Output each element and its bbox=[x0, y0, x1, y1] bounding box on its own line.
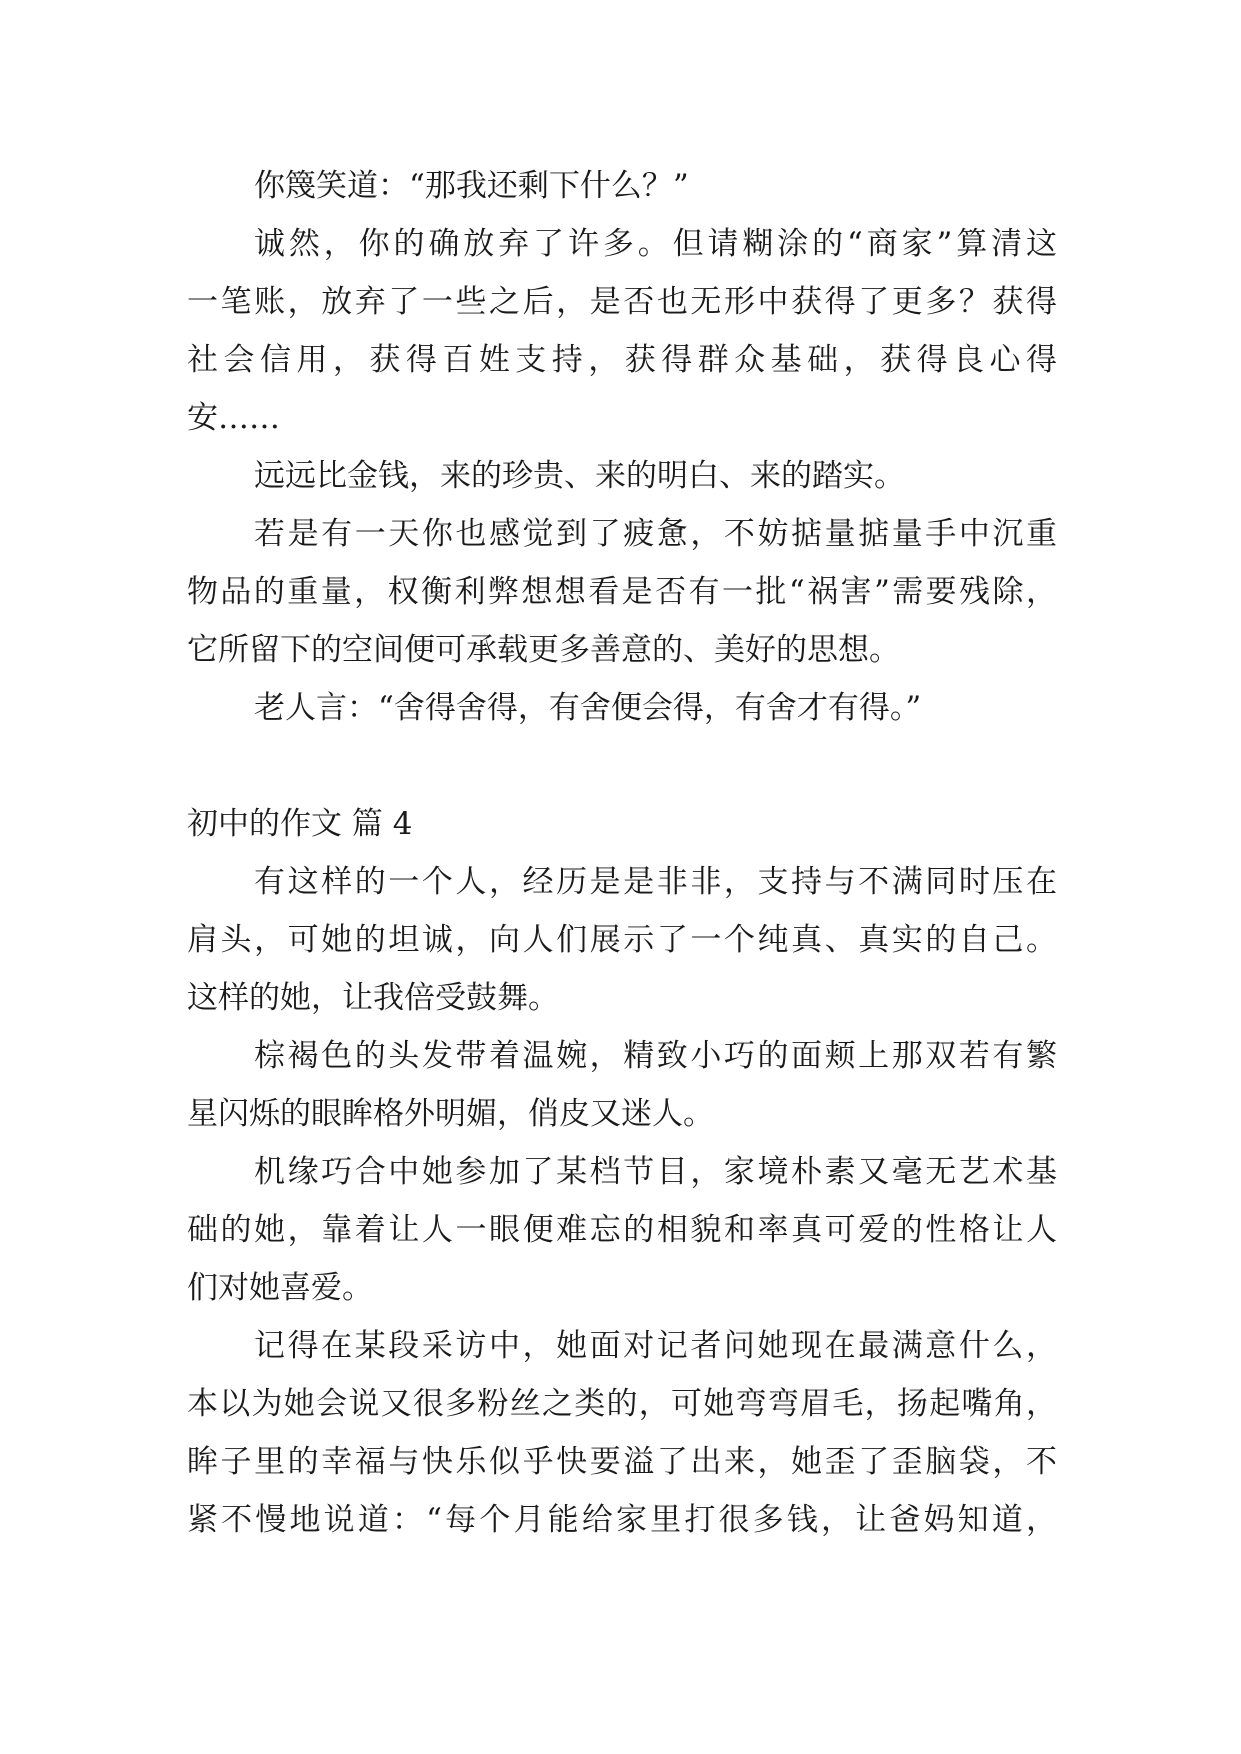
text-line: 你篾笑道：“那我还剩下什么？” bbox=[254, 168, 689, 204]
text-line: 本以为她会说又很多粉丝之类的，可她弯弯眉毛，扬起嘴角， bbox=[187, 1386, 1057, 1422]
text-line: 诚然，你的确放弃了许多。但请糊涂的“商家”算清这 bbox=[254, 226, 1057, 262]
text-line: 础的她，靠着让人一眼便难忘的相貌和率真可爱的性格让人 bbox=[187, 1212, 1057, 1248]
text-line: 机缘巧合中她参加了某档节目，家境朴素又毫无艺术基 bbox=[254, 1154, 1057, 1190]
text-line: 有这样的一个人，经历是是非非，支持与不满同时压在 bbox=[254, 864, 1057, 900]
text-line: 记得在某段采访中，她面对记者问她现在最满意什么， bbox=[254, 1328, 1057, 1364]
text-line: 肩头，可她的坦诚，向人们展示了一个纯真、真实的自己。 bbox=[187, 922, 1057, 958]
text-line: 星闪烁的眼眸格外明媚，俏皮又迷人。 bbox=[187, 1096, 714, 1132]
text-line: 这样的她，让我倍受鼓舞。 bbox=[187, 980, 559, 1016]
text-line: 若是有一天你也感觉到了疲惫，不妨掂量掂量手中沉重 bbox=[254, 516, 1057, 552]
text-line: 老人言：“舍得舍得，有舍便会得，有舍才有得。” bbox=[254, 690, 922, 726]
text-line: 眸子里的幸福与快乐似乎快要溢了出来，她歪了歪脑袋，不 bbox=[187, 1444, 1057, 1480]
text-line: 一笔账，放弃了一些之后，是否也无形中获得了更多？获得 bbox=[187, 284, 1057, 320]
text-line: 安…… bbox=[187, 400, 280, 436]
text-line: 社会信用，获得百姓支持，获得群众基础，获得良心得 bbox=[187, 342, 1057, 378]
section-heading: 初中的作文 篇 4 bbox=[187, 806, 413, 842]
text-line: 紧不慢地说道：“每个月能给家里打很多钱，让爸妈知道， bbox=[187, 1502, 1057, 1538]
text-line: 棕褐色的头发带着温婉，精致小巧的面颊上那双若有繁 bbox=[254, 1038, 1057, 1074]
text-line: 们对她喜爱。 bbox=[187, 1270, 373, 1306]
text-line: 远远比金钱，来的珍贵、来的明白、来的踏实。 bbox=[254, 458, 905, 494]
text-line: 物品的重量，权衡利弊想想看是否有一批“祸害”需要残除， bbox=[187, 574, 1057, 610]
text-line: 它所留下的空间便可承载更多善意的、美好的思想。 bbox=[187, 632, 900, 668]
